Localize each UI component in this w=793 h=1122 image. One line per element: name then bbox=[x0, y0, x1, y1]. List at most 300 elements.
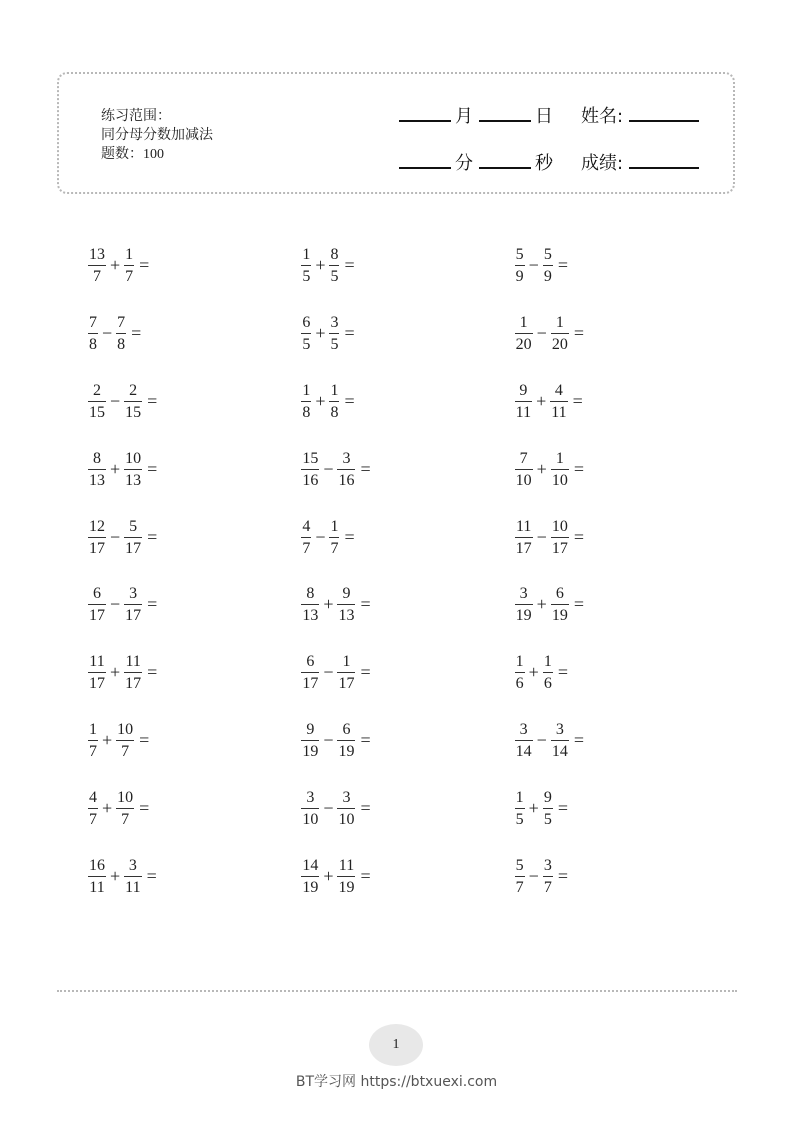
fraction-bar bbox=[551, 740, 569, 741]
fraction-bar bbox=[543, 672, 553, 673]
problem-item bbox=[515, 503, 728, 571]
fraction-bar bbox=[551, 537, 569, 538]
minute-blank[interactable] bbox=[399, 166, 451, 169]
numerator: 14 bbox=[302, 856, 319, 874]
numerator: 9 bbox=[306, 720, 315, 738]
denominator: 14 bbox=[551, 742, 568, 760]
fraction-bar bbox=[551, 469, 569, 470]
fraction-bar bbox=[515, 740, 533, 741]
denominator: 17 bbox=[551, 539, 568, 557]
fraction-b bbox=[329, 518, 339, 557]
page-number-badge bbox=[369, 1024, 423, 1066]
fraction-bar bbox=[301, 469, 319, 470]
fraction-bar bbox=[329, 265, 339, 266]
problem-row bbox=[88, 435, 728, 503]
numerator: 3 bbox=[543, 856, 552, 874]
fraction-bar bbox=[515, 672, 525, 673]
numerator: 3 bbox=[129, 585, 138, 603]
fraction-b bbox=[551, 314, 569, 353]
numerator: 8 bbox=[93, 449, 101, 467]
denominator: 8 bbox=[89, 336, 97, 354]
equals-sign: = bbox=[146, 865, 157, 886]
second-label: 秒 bbox=[535, 153, 553, 174]
operator: − bbox=[110, 526, 121, 547]
numerator: 12 bbox=[89, 517, 105, 535]
numerator: 10 bbox=[117, 788, 134, 806]
denominator: 5 bbox=[330, 268, 339, 286]
problem-item bbox=[515, 368, 728, 436]
second-blank[interactable] bbox=[479, 166, 531, 169]
equals-sign: = bbox=[344, 526, 355, 547]
score-blank[interactable] bbox=[629, 166, 699, 169]
fraction-bar bbox=[543, 808, 553, 809]
fraction-b bbox=[337, 585, 355, 624]
denominator: 17 bbox=[125, 675, 142, 693]
fraction-b bbox=[116, 721, 134, 760]
numerator: 6 bbox=[306, 653, 315, 671]
equals-sign: = bbox=[147, 594, 158, 615]
fraction-bar bbox=[337, 672, 355, 673]
fraction-b bbox=[116, 789, 134, 828]
fraction-bar bbox=[124, 604, 142, 605]
count-value: 100 bbox=[143, 147, 164, 162]
denominator: 17 bbox=[515, 539, 532, 557]
fraction-bar bbox=[301, 265, 311, 266]
problem-row bbox=[88, 842, 728, 910]
fraction-bar bbox=[551, 333, 569, 334]
numerator: 1 bbox=[342, 653, 351, 671]
fraction-b bbox=[337, 450, 355, 489]
numerator: 5 bbox=[515, 246, 524, 264]
fraction-b bbox=[124, 653, 142, 692]
fraction-a bbox=[515, 857, 525, 896]
time-score-row bbox=[399, 145, 709, 175]
denominator: 11 bbox=[89, 878, 105, 896]
denominator: 13 bbox=[89, 471, 105, 489]
fraction-bar bbox=[124, 265, 134, 266]
operator: − bbox=[528, 255, 539, 276]
fraction-a bbox=[88, 314, 98, 353]
denominator: 5 bbox=[302, 268, 311, 286]
fraction-b bbox=[116, 314, 126, 353]
operator: + bbox=[536, 390, 547, 411]
operator: + bbox=[110, 458, 121, 479]
fraction-b bbox=[543, 653, 553, 692]
equals-sign: = bbox=[139, 729, 150, 750]
equals-sign: = bbox=[147, 390, 158, 411]
equals-sign: = bbox=[360, 594, 371, 615]
fraction-bar bbox=[329, 401, 339, 402]
problem-row bbox=[88, 232, 728, 300]
equals-sign: = bbox=[573, 729, 584, 750]
denominator: 17 bbox=[89, 539, 105, 557]
equals-sign: = bbox=[557, 255, 568, 276]
operator: − bbox=[536, 526, 547, 547]
denominator: 19 bbox=[551, 607, 568, 625]
fraction-a bbox=[515, 450, 533, 489]
numerator: 2 bbox=[129, 381, 138, 399]
fraction-b bbox=[551, 721, 569, 760]
numerator: 3 bbox=[555, 720, 564, 738]
fraction-a bbox=[515, 721, 533, 760]
problem-item bbox=[301, 368, 514, 436]
fraction-a bbox=[301, 653, 319, 692]
numerator: 1 bbox=[330, 517, 339, 535]
numerator: 8 bbox=[330, 246, 339, 264]
fraction-b bbox=[543, 246, 553, 285]
fraction-bar bbox=[124, 672, 142, 673]
fraction-b bbox=[337, 721, 355, 760]
problem-row bbox=[88, 368, 728, 436]
problem-item bbox=[88, 435, 301, 503]
day-label: 日 bbox=[535, 106, 553, 127]
problem-item bbox=[515, 639, 728, 707]
fraction-a bbox=[515, 246, 525, 285]
equals-sign: = bbox=[557, 797, 568, 818]
fraction-a bbox=[88, 857, 106, 896]
fraction-b bbox=[551, 450, 569, 489]
equals-sign: = bbox=[360, 458, 371, 479]
denominator: 20 bbox=[515, 336, 532, 354]
operator: − bbox=[315, 526, 326, 547]
denominator: 10 bbox=[338, 810, 355, 828]
numerator: 9 bbox=[342, 585, 351, 603]
denominator: 19 bbox=[338, 742, 355, 760]
fraction-bar bbox=[88, 333, 98, 334]
numerator: 4 bbox=[302, 517, 311, 535]
numerator: 13 bbox=[89, 246, 105, 264]
operator: + bbox=[315, 390, 326, 411]
problem-item bbox=[88, 842, 301, 910]
denominator: 17 bbox=[89, 607, 105, 625]
numerator: 1 bbox=[125, 246, 134, 264]
fraction-bar bbox=[515, 604, 533, 605]
fraction-bar bbox=[337, 740, 355, 741]
fraction-bar bbox=[515, 265, 525, 266]
numerator: 6 bbox=[555, 585, 564, 603]
problem-row bbox=[88, 571, 728, 639]
problem-item bbox=[301, 503, 514, 571]
fraction-bar bbox=[550, 401, 567, 402]
fraction-a bbox=[301, 314, 311, 353]
denominator: 11 bbox=[125, 878, 141, 896]
fraction-bar bbox=[301, 537, 311, 538]
problem-item bbox=[301, 435, 514, 503]
fraction-b bbox=[543, 789, 553, 828]
problem-item bbox=[515, 435, 728, 503]
date-name-row bbox=[399, 98, 709, 128]
operator: + bbox=[323, 594, 334, 615]
numerator: 1 bbox=[555, 449, 564, 467]
numerator: 1 bbox=[519, 314, 528, 332]
problem-count bbox=[101, 145, 213, 164]
denominator: 7 bbox=[93, 268, 101, 286]
numerator: 1 bbox=[89, 720, 97, 738]
fraction-bar bbox=[301, 740, 319, 741]
operator: + bbox=[110, 662, 121, 683]
problem-item bbox=[88, 707, 301, 775]
equals-sign: = bbox=[344, 255, 355, 276]
equals-sign: = bbox=[139, 797, 150, 818]
fraction-bar bbox=[124, 876, 141, 877]
fraction-bar bbox=[337, 604, 355, 605]
fraction-a bbox=[301, 789, 319, 828]
numerator: 10 bbox=[125, 449, 142, 467]
numerator: 5 bbox=[129, 517, 138, 535]
denominator: 10 bbox=[515, 471, 532, 489]
denominator: 17 bbox=[125, 607, 142, 625]
denominator: 8 bbox=[302, 403, 311, 421]
denominator: 7 bbox=[515, 878, 524, 896]
operator: + bbox=[315, 323, 326, 344]
fraction-bar bbox=[116, 740, 134, 741]
denominator: 10 bbox=[551, 471, 568, 489]
fraction-a bbox=[515, 518, 533, 557]
denominator: 11 bbox=[551, 403, 567, 421]
fraction-bar bbox=[515, 469, 533, 470]
problem-item bbox=[515, 300, 728, 368]
site-credit: BT学习网 https://btxuexi.com bbox=[295, 1074, 498, 1090]
numerator: 3 bbox=[342, 788, 351, 806]
fraction-b bbox=[124, 857, 141, 896]
denominator: 19 bbox=[302, 742, 319, 760]
fraction-b bbox=[124, 450, 142, 489]
numerator: 11 bbox=[338, 856, 355, 874]
denominator: 15 bbox=[89, 403, 105, 421]
fraction-bar bbox=[88, 672, 106, 673]
fraction-bar bbox=[329, 333, 339, 334]
denominator: 7 bbox=[89, 742, 97, 760]
fraction-bar bbox=[515, 876, 525, 877]
equals-sign: = bbox=[573, 594, 584, 615]
denominator: 15 bbox=[125, 403, 142, 421]
fraction-bar bbox=[88, 469, 106, 470]
denominator: 17 bbox=[338, 675, 355, 693]
problem-row bbox=[88, 300, 728, 368]
equals-sign: = bbox=[573, 526, 584, 547]
numerator: 3 bbox=[519, 585, 528, 603]
day-blank[interactable] bbox=[479, 119, 531, 122]
problem-item bbox=[88, 639, 301, 707]
numerator: 7 bbox=[89, 314, 97, 332]
operator: − bbox=[110, 390, 121, 411]
problem-item bbox=[301, 232, 514, 300]
operator: − bbox=[323, 662, 334, 683]
denominator: 7 bbox=[302, 539, 311, 557]
denominator: 7 bbox=[89, 810, 97, 828]
numerator: 1 bbox=[302, 246, 311, 264]
denominator: 16 bbox=[338, 471, 355, 489]
fraction-a bbox=[301, 450, 319, 489]
denominator: 19 bbox=[338, 878, 355, 896]
fraction-b bbox=[337, 653, 355, 692]
fraction-a bbox=[515, 314, 533, 353]
fraction-b bbox=[551, 518, 569, 557]
numerator: 1 bbox=[543, 653, 552, 671]
equals-sign: = bbox=[360, 865, 371, 886]
fraction-b bbox=[124, 518, 142, 557]
fraction-b bbox=[337, 857, 355, 896]
denominator: 6 bbox=[543, 675, 552, 693]
denominator: 7 bbox=[121, 810, 130, 828]
fraction-bar bbox=[88, 808, 98, 809]
denominator: 7 bbox=[121, 742, 130, 760]
problem-item bbox=[88, 368, 301, 436]
fraction-a bbox=[88, 789, 98, 828]
denominator: 11 bbox=[515, 403, 532, 421]
problem-item bbox=[515, 232, 728, 300]
minute-label: 分 bbox=[455, 153, 473, 174]
problem-item bbox=[301, 842, 514, 910]
fraction-bar bbox=[301, 333, 311, 334]
fraction-bar bbox=[337, 876, 355, 877]
numerator: 9 bbox=[543, 788, 552, 806]
fraction-bar bbox=[543, 876, 553, 877]
numerator: 6 bbox=[342, 720, 351, 738]
fraction-a bbox=[88, 653, 106, 692]
numerator: 1 bbox=[515, 653, 524, 671]
fraction-bar bbox=[301, 808, 319, 809]
fraction-bar bbox=[88, 537, 106, 538]
fraction-a bbox=[88, 721, 98, 760]
fraction-b bbox=[329, 314, 339, 353]
numerator: 2 bbox=[93, 381, 101, 399]
denominator: 13 bbox=[338, 607, 355, 625]
numerator: 16 bbox=[89, 856, 105, 874]
fraction-bar bbox=[116, 808, 134, 809]
fraction-bar bbox=[515, 808, 525, 809]
fraction-bar bbox=[551, 604, 569, 605]
numerator: 9 bbox=[519, 381, 528, 399]
fraction-bar bbox=[88, 740, 98, 741]
denominator: 19 bbox=[515, 607, 532, 625]
numerator: 11 bbox=[515, 517, 532, 535]
fraction-a bbox=[88, 585, 106, 624]
footer-divider bbox=[57, 990, 737, 992]
problem-item bbox=[515, 842, 728, 910]
problem-item bbox=[515, 707, 728, 775]
fraction-b bbox=[124, 246, 134, 285]
numerator: 10 bbox=[117, 720, 134, 738]
equals-sign: = bbox=[573, 458, 584, 479]
problem-item bbox=[88, 571, 301, 639]
fraction-b bbox=[550, 382, 567, 421]
problem-item bbox=[301, 300, 514, 368]
numerator: 4 bbox=[89, 788, 97, 806]
equals-sign: = bbox=[557, 662, 568, 683]
fraction-bar bbox=[88, 401, 106, 402]
operator: + bbox=[323, 865, 334, 886]
fraction-bar bbox=[337, 808, 355, 809]
fraction-a bbox=[301, 721, 319, 760]
numerator: 3 bbox=[128, 856, 137, 874]
fraction-b bbox=[124, 382, 142, 421]
operator: − bbox=[528, 865, 539, 886]
denominator: 17 bbox=[302, 675, 319, 693]
fraction-bar bbox=[301, 401, 311, 402]
equals-sign: = bbox=[557, 865, 568, 886]
equals-sign: = bbox=[572, 390, 583, 411]
equals-sign: = bbox=[147, 458, 158, 479]
denominator: 5 bbox=[515, 810, 524, 828]
name-label: 姓名: bbox=[581, 106, 624, 127]
equals-sign: = bbox=[360, 662, 371, 683]
numerator: 15 bbox=[302, 449, 319, 467]
denominator: 17 bbox=[89, 675, 105, 693]
operator: + bbox=[110, 865, 121, 886]
fraction-bar bbox=[543, 265, 553, 266]
numerator: 1 bbox=[302, 381, 311, 399]
problem-row bbox=[88, 639, 728, 707]
denominator: 20 bbox=[551, 336, 568, 354]
denominator: 19 bbox=[302, 878, 319, 896]
fraction-b bbox=[329, 246, 339, 285]
operator: − bbox=[536, 323, 547, 344]
fraction-a bbox=[301, 585, 319, 624]
denominator: 16 bbox=[302, 471, 319, 489]
numerator: 3 bbox=[519, 720, 528, 738]
fraction-b bbox=[551, 585, 569, 624]
numerator: 1 bbox=[330, 381, 339, 399]
operator: − bbox=[110, 594, 121, 615]
fraction-a bbox=[515, 585, 533, 624]
problem-item bbox=[88, 774, 301, 842]
fraction-a bbox=[301, 518, 311, 557]
equals-sign: = bbox=[360, 729, 371, 750]
operator: − bbox=[323, 729, 334, 750]
fraction-a bbox=[515, 653, 525, 692]
denominator: 13 bbox=[302, 607, 319, 625]
problem-row bbox=[88, 503, 728, 571]
numerator: 8 bbox=[306, 585, 315, 603]
operator: + bbox=[536, 594, 547, 615]
fraction-bar bbox=[515, 333, 533, 334]
fraction-bar bbox=[88, 265, 106, 266]
equals-sign: = bbox=[344, 390, 355, 411]
denominator: 7 bbox=[330, 539, 339, 557]
problem-item bbox=[301, 639, 514, 707]
denominator: 9 bbox=[515, 268, 524, 286]
fraction-a bbox=[88, 382, 106, 421]
numerator: 3 bbox=[330, 314, 339, 332]
denominator: 6 bbox=[515, 675, 524, 693]
problem-item bbox=[88, 300, 301, 368]
equals-sign: = bbox=[360, 797, 371, 818]
equals-sign: = bbox=[147, 526, 158, 547]
topic-title: 同分母分数加减法 bbox=[101, 127, 213, 143]
fraction-bar bbox=[515, 401, 532, 402]
name-blank[interactable] bbox=[629, 119, 699, 122]
numerator: 11 bbox=[125, 653, 141, 671]
fraction-bar bbox=[515, 537, 533, 538]
problem-item bbox=[515, 774, 728, 842]
numerator: 3 bbox=[342, 449, 351, 467]
operator: − bbox=[536, 729, 547, 750]
numerator: 3 bbox=[306, 788, 315, 806]
numerator: 4 bbox=[554, 381, 563, 399]
fraction-bar bbox=[88, 876, 106, 877]
fraction-b bbox=[337, 789, 355, 828]
fraction-b bbox=[543, 857, 553, 896]
denominator: 5 bbox=[330, 336, 339, 354]
operator: − bbox=[323, 797, 334, 818]
month-blank[interactable] bbox=[399, 119, 451, 122]
fraction-a bbox=[515, 789, 525, 828]
fraction-bar bbox=[124, 537, 142, 538]
fraction-bar bbox=[301, 604, 319, 605]
fraction-a bbox=[88, 518, 106, 557]
problem-grid bbox=[88, 232, 728, 910]
